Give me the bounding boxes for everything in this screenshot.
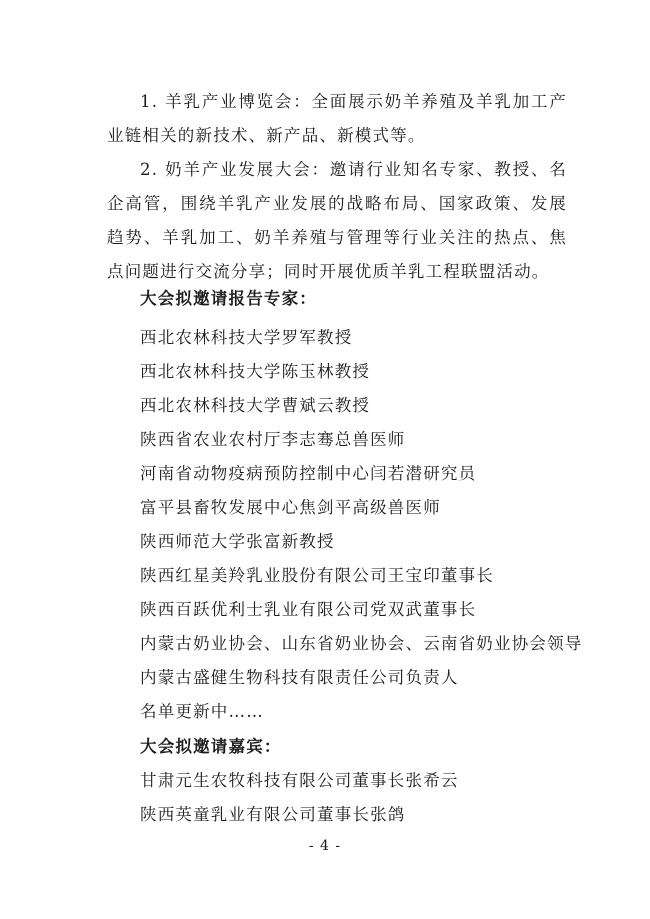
expert-item: 西北农林科技大学陈玉林教授 xyxy=(140,362,371,381)
expert-item: 陕西省农业农村厅李志骞总兽医师 xyxy=(140,430,406,449)
experts-list xyxy=(140,321,583,729)
expert-item: 陕西师范大学张富新教授 xyxy=(140,532,335,551)
experts-heading: 大会拟邀请报告专家： xyxy=(140,289,317,308)
paragraph-expo: 1. 羊乳产业博览会：全面展示奶羊养殖及羊乳加工产业链相关的新技术、新产品、新模式等。 xyxy=(107,92,567,145)
expert-item: 名单更新中…… xyxy=(140,702,264,721)
expert-item: 内蒙古奶业协会、山东省奶业协会、云南省奶业协会领导 xyxy=(140,634,583,653)
page-number: - 4 - xyxy=(308,838,342,854)
expert-item: 河南省动物疫病预防控制中心闫若潜研究员 xyxy=(140,464,477,483)
expert-item: 西北农林科技大学曹斌云教授 xyxy=(140,396,371,415)
guests-list xyxy=(140,764,459,832)
expert-item: 陕西百跃优利士乳业有限公司党双武董事长 xyxy=(140,600,477,619)
expert-item: 内蒙古盛健生物科技有限责任公司负责人 xyxy=(140,668,459,687)
expert-item: 富平县畜牧发展中心焦剑平高级兽医师 xyxy=(140,498,441,517)
expert-item: 陕西红星美羚乳业股份有限公司王宝印董事长 xyxy=(140,566,494,585)
guest-item: 陕西英童乳业有限公司董事长张鸽 xyxy=(140,805,406,824)
guest-item: 甘肃元生农牧科技有限公司董事长张希云 xyxy=(140,771,459,790)
expert-item: 西北农林科技大学罗军教授 xyxy=(140,328,353,347)
guests-heading: 大会拟邀请嘉宾： xyxy=(140,737,282,756)
paragraph-conference: 2. 奶羊产业发展大会：邀请行业知名专家、教授、名企高管，围绕羊乳产业发展的战略布局、国家政策、发展趋势、羊乳加工、奶羊养殖与管理等行业关注的热点、焦点问题进行交流分享；同时开展优质羊乳工程联盟活动。 xyxy=(107,160,567,281)
